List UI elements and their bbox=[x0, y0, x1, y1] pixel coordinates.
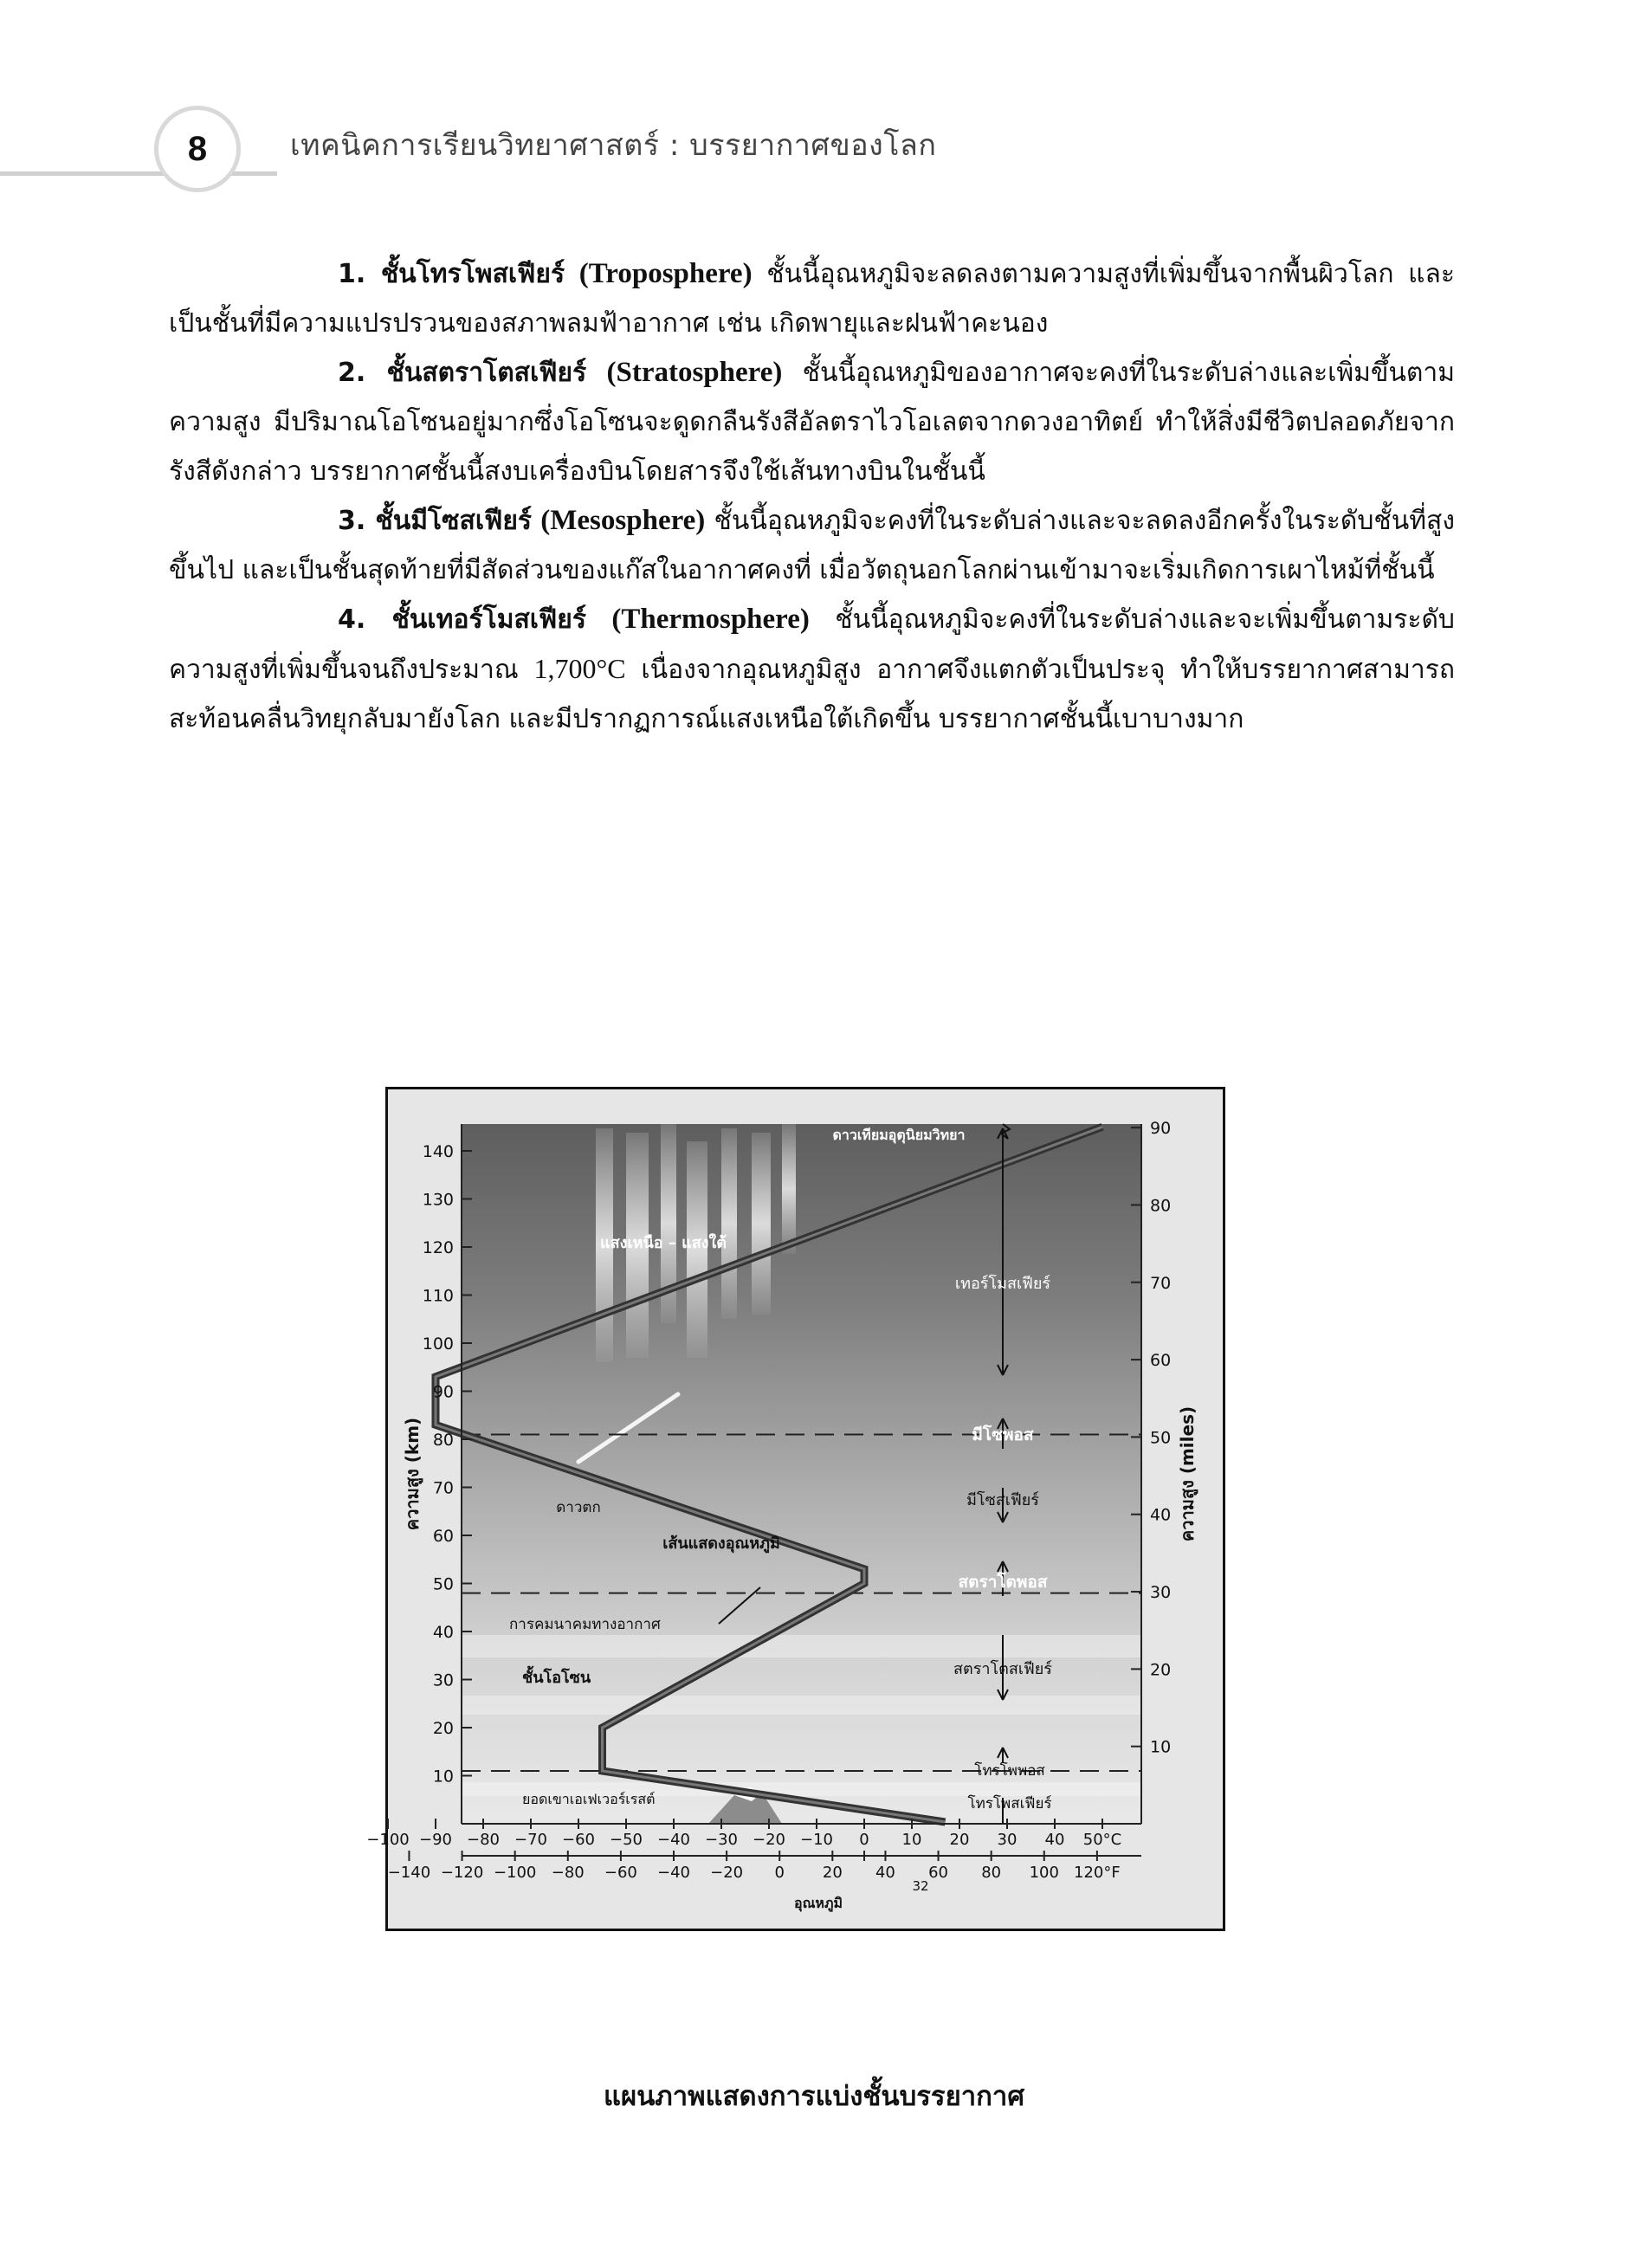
paragraph-english-term: (Troposphere) bbox=[578, 258, 753, 289]
fahrenheit-tick-label: 0 bbox=[774, 1864, 785, 1882]
celsius-tick-label: 0 bbox=[859, 1831, 869, 1849]
km-tick-label: 120 bbox=[422, 1238, 454, 1257]
figure-caption: แผนภาพแสดงการแบ่งชั้นบรรยากาศ bbox=[603, 2081, 1025, 2112]
body-text bbox=[169, 249, 1455, 744]
temp-line-label: เส้นแสดงอุณหภูมิ bbox=[662, 1535, 780, 1553]
km-tick-label: 60 bbox=[432, 1527, 454, 1546]
km-tick-label: 30 bbox=[432, 1670, 454, 1690]
diagram-svg bbox=[366, 1089, 1223, 1929]
fahrenheit-tick-label: 80 bbox=[981, 1864, 1002, 1882]
fahrenheit-tick-label: 100 bbox=[1029, 1864, 1059, 1882]
sky-background bbox=[462, 1124, 1141, 1824]
celsius-tick-label: 10 bbox=[901, 1831, 922, 1849]
paragraph-english-term: (Stratosphere) bbox=[606, 357, 783, 388]
fahrenheit-tick-label: 20 bbox=[822, 1864, 843, 1882]
paragraph-text: ชั้นนี้อุณหภูมิจะคงที่ในระดับล่างและจะลดลงอีกครั้งในระดับชั้นที่สูงขึ้นไป และเป็นชั้นสุดท้ายที่มีสัดส่วนของแก๊สในอากาศคงที่ เมื่อวัตถุนอกโลกผ่านเข้ามาจะเริ่มเกิดการเผาไหม้ที่ชั้นนี้ bbox=[169, 506, 1455, 585]
km-tick-label: 140 bbox=[422, 1142, 454, 1161]
celsius-tick-label: −70 bbox=[514, 1831, 547, 1849]
km-tick-label: 80 bbox=[432, 1431, 454, 1450]
fahrenheit-32-label: 32 bbox=[912, 1878, 929, 1894]
stratosphere-label: สตราโตสเฟียร์ bbox=[953, 1660, 1052, 1678]
air-travel-label: การคมนาคมทางอากาศ bbox=[509, 1616, 661, 1633]
paragraph-lead: 2. ชั้นสตราโตสเฟียร์ bbox=[338, 358, 587, 388]
celsius-tick-label: −90 bbox=[419, 1831, 452, 1849]
cloud-band bbox=[462, 1696, 1141, 1715]
fahrenheit-tick-label: 120°F bbox=[1074, 1864, 1121, 1882]
celsius-tick-label: −50 bbox=[610, 1831, 643, 1849]
km-tick-label: 40 bbox=[432, 1623, 454, 1642]
celsius-tick-label: −80 bbox=[467, 1831, 500, 1849]
mile-tick-label: 80 bbox=[1150, 1196, 1172, 1216]
fahrenheit-tick-label: −120 bbox=[440, 1864, 484, 1882]
paragraph-english-term: (Thermosphere) bbox=[611, 604, 810, 635]
km-tick-label: 70 bbox=[432, 1478, 454, 1498]
ozone-label: ชั้นโอโซน bbox=[522, 1669, 591, 1687]
km-tick-label: 10 bbox=[432, 1767, 454, 1787]
meteor-label: ดาวตก bbox=[556, 1499, 601, 1516]
km-tick-label: 20 bbox=[432, 1719, 454, 1738]
celsius-tick-label: 40 bbox=[1044, 1831, 1065, 1849]
celsius-tick-label: −60 bbox=[562, 1831, 595, 1849]
stratopause-label: สตราโตพอส bbox=[958, 1573, 1048, 1592]
thermosphere-label: เทอร์โมสเฟียร์ bbox=[954, 1275, 1051, 1293]
mesosphere-label: มีโซสเฟียร์ bbox=[966, 1491, 1039, 1509]
fahrenheit-tick-label: −20 bbox=[710, 1864, 744, 1882]
troposphere-label: โทรโพสเฟียร์ bbox=[967, 1795, 1052, 1812]
mile-tick-label: 90 bbox=[1150, 1119, 1172, 1139]
paragraph-lead: 1. ชั้นโทรโพสเฟียร์ bbox=[338, 259, 565, 289]
celsius-tick-label: −40 bbox=[657, 1831, 690, 1849]
fahrenheit-tick-label: −60 bbox=[604, 1864, 637, 1882]
header-rule bbox=[0, 171, 277, 176]
tropopause-label: โทรโพพอส bbox=[974, 1762, 1045, 1780]
aurora-label: แสงเหนือ – แสงใต้ bbox=[600, 1234, 727, 1252]
mile-tick-label: 10 bbox=[1150, 1737, 1172, 1757]
mile-tick-label: 70 bbox=[1150, 1273, 1172, 1293]
cloud-band bbox=[462, 1635, 1141, 1657]
mile-tick-label: 60 bbox=[1150, 1351, 1172, 1371]
paragraph-lead: 3. ชั้นมีโซสเฟียร์ bbox=[338, 506, 533, 536]
fahrenheit-tick-label: 40 bbox=[875, 1864, 895, 1882]
paragraph-text: เนื่องจากอุณหภูมิสูง อากาศจึงแตกตัวเป็นประจุ ทำให้บรรยากาศสามารถสะท้อนคลื่นวิทยุกลับมายังโลก และมีปรากฏการณ์แสงเหนือใต้เกิดขึ้น บรรยากาศชั้นนี้เบาบางมาก bbox=[169, 655, 1456, 734]
fahrenheit-tick-label: 60 bbox=[928, 1864, 949, 1882]
everest-label: ยอดเขาเอเฟเวอร์เรสต์ bbox=[522, 1791, 656, 1807]
fahrenheit-tick-label: −100 bbox=[493, 1864, 537, 1882]
celsius-tick-label: −20 bbox=[753, 1831, 785, 1849]
page-number: 8 bbox=[154, 106, 241, 192]
celsius-tick-label: −10 bbox=[800, 1831, 833, 1849]
paragraph-mesosphere bbox=[169, 496, 1455, 595]
paragraph-text: ชั้นนี้อุณหภูมิของอากาศจะคงที่ในระดับล่างและเพิ่มขึ้นตามความสูง มีปริมาณโอโซนอยู่มากซึ่งโอโซนจะดูดกลืนรังสีอัลตราไวโอเลตจากดวงอาทิตย์ ทำให้สิ่งมีชีวิตปลอดภัยจากรังสีดังกล่าว บรรยากาศชั้นนี้สงบเครื่องบินโดยสารจึงใช้เส้นทางบินในชั้นนี้ bbox=[169, 358, 1455, 487]
mile-tick-label: 50 bbox=[1150, 1428, 1172, 1448]
celsius-tick-label: 30 bbox=[997, 1831, 1018, 1849]
km-tick-label: 50 bbox=[432, 1574, 454, 1594]
paragraph-stratosphere bbox=[169, 348, 1455, 496]
celsius-tick-label: −30 bbox=[705, 1831, 738, 1849]
mile-tick-label: 20 bbox=[1150, 1660, 1172, 1680]
km-tick-label: 130 bbox=[422, 1190, 454, 1210]
fahrenheit-tick-label: −40 bbox=[657, 1864, 690, 1882]
bottom-axis-label: อุณหภูมิ bbox=[793, 1895, 843, 1911]
paragraph-text: ชั้นนี้อุณหภูมิจะลดลงตามความสูงที่เพิ่มขึ้นจากพื้นผิวโลก และเป็นชั้นที่มีความแปรปรวนของสภาพลมฟ้าอากาศ เช่น เกิดพายุและฝนฟ้าคะนอง bbox=[169, 259, 1455, 339]
paragraph-english-term: (Mesosphere) bbox=[540, 505, 706, 536]
left-axis-label: ความสูง (km) bbox=[402, 1417, 423, 1531]
satellite-label: ดาวเทียมอุตุนิยมวิทยา bbox=[832, 1127, 966, 1143]
celsius-tick-label: 50°C bbox=[1082, 1831, 1122, 1849]
celsius-tick-label: 20 bbox=[949, 1831, 970, 1849]
km-tick-label: 100 bbox=[422, 1334, 454, 1354]
atmosphere-layer-diagram bbox=[366, 1087, 1225, 1931]
mile-tick-label: 30 bbox=[1150, 1583, 1172, 1603]
paragraph-thermosphere bbox=[169, 595, 1455, 744]
mile-tick-label: 40 bbox=[1150, 1505, 1172, 1525]
celsius-tick-label: −100 bbox=[366, 1831, 410, 1849]
paragraph-lead: 4. ชั้นเทอร์โมสเฟียร์ bbox=[338, 604, 586, 635]
fahrenheit-tick-label: −80 bbox=[551, 1864, 585, 1882]
fahrenheit-tick-label: −140 bbox=[387, 1864, 431, 1882]
km-tick-label: 110 bbox=[422, 1286, 454, 1306]
paragraph-troposphere bbox=[169, 249, 1455, 348]
running-title: เทคนิคการเรียนวิทยาศาสตร์ : บรรยากาศของโลก bbox=[290, 128, 937, 163]
km-tick-label: 90 bbox=[432, 1382, 454, 1402]
right-axis-label: ความสูง (miles) bbox=[1177, 1405, 1198, 1542]
paragraph-text: ชั้นนี้อุณหภูมิจะคงที่ในระดับล่างและจะเพิ่มขึ้นตามระดับความสูงที่เพิ่มขึ้นจนถึงประมาณ bbox=[169, 604, 1455, 685]
mesopause-label: มีโซพอส bbox=[972, 1425, 1034, 1444]
temperature-value: 1,700°C bbox=[533, 653, 626, 684]
